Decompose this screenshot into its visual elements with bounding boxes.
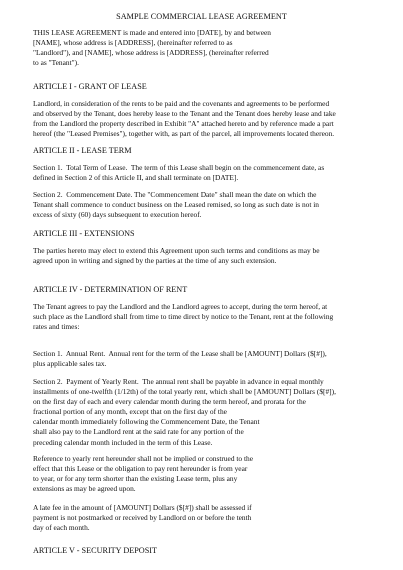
article-2-section-1: Section 1. Total Term of Lease. The term of this Lease shall begin on the commencement date, as defined in Section 2 of this Article II, and shall terminate on [DATE]. xyxy=(33,163,325,183)
article-1-heading: ARTICLE I - GRANT OF LEASE xyxy=(33,82,147,91)
article-5-heading: ARTICLE V - SECURITY DEPOSIT xyxy=(33,546,157,555)
article-2-section-2: Section 2. Commencement Date. The "Commencement Date" shall mean the date on which the Tenant shall commence to conduct business on the Leased remised, so long as such date is not in excess of sixty (60) days subsequent to execution hereof. xyxy=(33,190,320,220)
article-4-heading: ARTICLE IV - DETERMINATION OF RENT xyxy=(33,285,188,294)
article-4-section-1: Section 1. Annual Rent. Annual rent for the term of the Lease shall be [AMOUNT] Dollars ($[#]), plus applicable sales tax. xyxy=(33,349,327,369)
article-4-reference-paragraph: Reference to yearly rent hereunder shall not be implied or construed to the effect that this Lease or the obligation to pay rent hereunder is from year to year, or for any term shorter than the existing Lease term, plus any extensions as may be agreed upon. xyxy=(33,454,253,494)
intro-paragraph: THIS LEASE AGREEMENT is made and entered into [DATE], by and between [NAME], whose address is [ADDRESS], (hereinafter referred to as "Landlord"), and [NAME], whose address is [ADDRESS], (hereinafter referred to as "Tenant"). xyxy=(33,28,271,68)
article-3-heading: ARTICLE III - EXTENSIONS xyxy=(33,229,135,238)
article-2-heading: ARTICLE II - LEASE TERM xyxy=(33,146,132,155)
article-3-text: The parties hereto may elect to extend this Agreement upon such terms and conditions as may be agreed upon in writing and signed by the parties at the time of any such extension. xyxy=(33,246,320,266)
document-title: SAMPLE COMMERCIAL LEASE AGREEMENT xyxy=(116,12,287,21)
article-4-section-2: Section 2. Payment of Yearly Rent. The annual rent shall be payable in advance in equal monthly installments of one-twelfth (1/12th) of the total yearly rent, which shall be [AMOUNT] Dollars ($[#]), on the first day of each and every calendar month during the term hereof, and prorata for the fractional portion of any month, except that on the first day of the calendar month immediately following the Commencement Date, the Tenant shall also pay to the Landlord rent at the said rate for any portion of the preceding calendar month included in the term of this Lease. xyxy=(33,377,336,447)
article-4-intro: The Tenant agrees to pay the Landlord and the Landlord agrees to accept, during the term hereof, at such place as the Landlord shall from time to time direct by notice to the Tenant, rent at the following rates and times: xyxy=(33,302,334,332)
article-1-text: Landlord, in consideration of the rents to be paid and the covenants and agreements to be performed and observed by the Tenant, does hereby lease to the Tenant and the Tenant does hereby lease and take from the Landlord the property described in Exhibit "A" attached hereto and by reference made a part hereof (the "Leased Premises"), together with, as part of the parcel, all improvements located thereon. xyxy=(33,99,336,139)
article-4-late-fee-paragraph: A late fee in the amount of [AMOUNT] Dollars ($[#]) shall be assessed if payment is not postmarked or received by Landlord on or before the tenth day of each month. xyxy=(33,503,252,533)
